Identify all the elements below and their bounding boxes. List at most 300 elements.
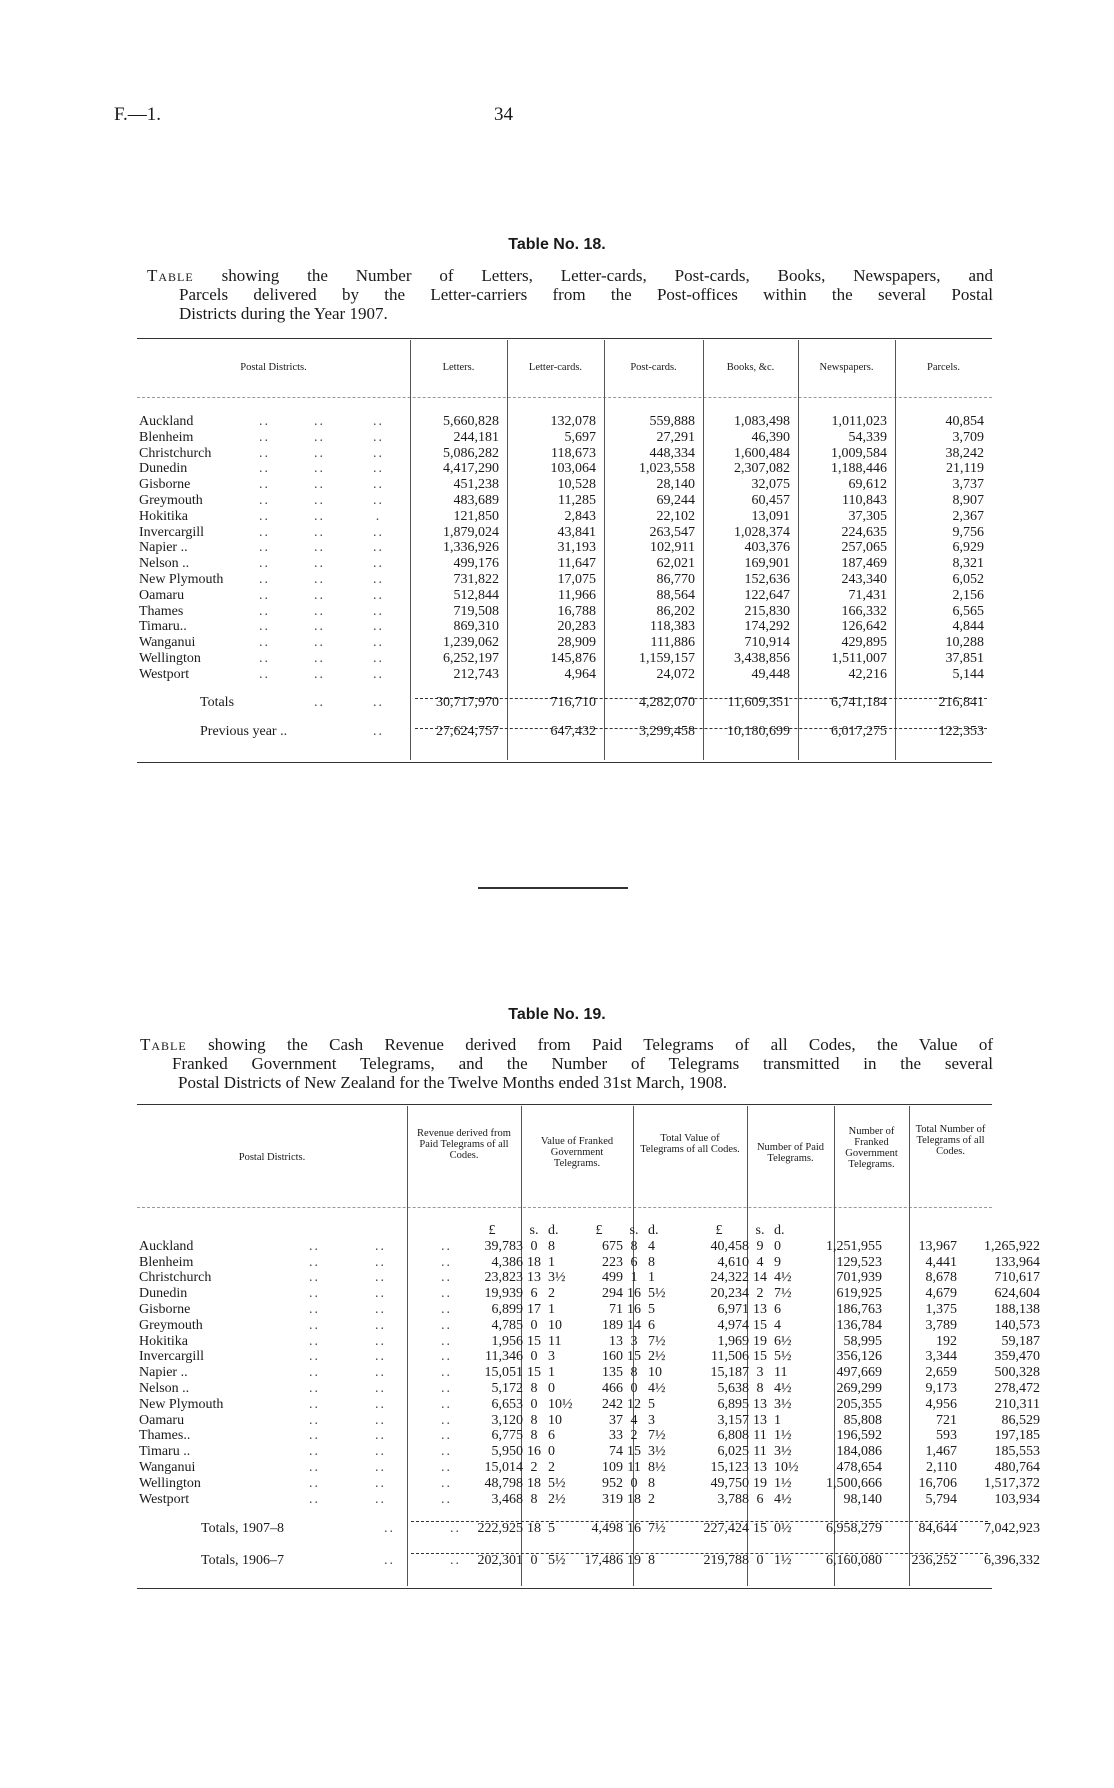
cell-value: 3,157 — [717, 1412, 750, 1428]
cell-value: 1,969 — [717, 1333, 750, 1349]
table-row — [137, 1492, 1048, 1508]
cell-value: 30,717,970 — [436, 694, 499, 710]
district-name: Oamaru — [139, 1412, 185, 1428]
cell-value: 1,511,007 — [831, 650, 887, 666]
leader-dots: .. — [259, 429, 270, 445]
cell-value: 11,506 — [711, 1349, 750, 1365]
cell-value: 86,202 — [656, 603, 695, 619]
cell-value: 10 — [648, 1365, 663, 1381]
cell-value: 11 — [548, 1333, 562, 1349]
cell-value: 2 — [630, 1428, 638, 1444]
cell-value: 32,075 — [751, 477, 790, 493]
leader-dots: .. — [373, 724, 384, 740]
leader-dots: .. — [314, 461, 325, 477]
leader-dots: .. — [373, 461, 384, 477]
leader-dots: .. — [373, 429, 384, 445]
table-row — [137, 1365, 1048, 1381]
cell-value: 4 — [774, 1317, 782, 1333]
cell-value: 4½ — [774, 1491, 792, 1507]
cell-value: 1,028,374 — [734, 524, 790, 540]
table-row — [137, 1286, 1048, 1302]
cell-value: 4,441 — [925, 1254, 958, 1270]
cell-value: 4,964 — [564, 666, 596, 682]
cell-value: 19 — [627, 1553, 642, 1569]
cell-value: 1,265,922 — [984, 1238, 1041, 1254]
page-number: 34 — [494, 104, 513, 125]
cell-value: 5½ — [548, 1475, 566, 1491]
cell-value: 216,841 — [938, 694, 984, 710]
table-row — [137, 493, 992, 509]
cell-value: 512,844 — [453, 587, 499, 603]
cell-value: 10 — [548, 1412, 563, 1428]
row-label: Totals, 1907–8 — [201, 1521, 285, 1537]
cell-value: 647,432 — [550, 724, 596, 740]
cell-value: 429,895 — [841, 635, 887, 651]
cell-value: 3,709 — [952, 429, 984, 445]
cell-value: 4½ — [774, 1270, 792, 1286]
leader-dots: .. — [259, 603, 270, 619]
cell-value: 10½ — [774, 1459, 799, 1475]
leader-dots: .. — [259, 587, 270, 603]
table-row — [137, 525, 992, 541]
cell-value: 5 — [548, 1521, 556, 1537]
totals-row — [137, 683, 992, 711]
cell-value: 263,547 — [649, 524, 695, 540]
cell-value: 5,144 — [952, 666, 984, 682]
cell-value: 205,355 — [836, 1396, 883, 1412]
leader-dots: .. — [259, 571, 270, 587]
leader-dots: .. — [259, 508, 270, 524]
cell-value: 227,424 — [703, 1521, 750, 1537]
cell-value: 11 — [627, 1459, 641, 1475]
cell-value: 2½ — [648, 1349, 666, 1365]
cell-value: 17,486 — [584, 1553, 624, 1569]
cell-value: 12 — [627, 1396, 642, 1412]
cell-value: 15,014 — [484, 1459, 524, 1475]
row-label: Totals, 1906–7 — [201, 1553, 285, 1569]
column-header: Total Number of Telegrams of all Codes. — [915, 1124, 986, 1157]
cell-value: 1,011,023 — [831, 414, 887, 429]
cell-value: 499,176 — [453, 556, 499, 572]
leader-dots: .. .. .. — [309, 1254, 453, 1270]
cell-value: 483,689 — [453, 492, 499, 508]
cell-value: 0 — [756, 1553, 764, 1569]
table-row — [137, 1428, 1048, 1444]
table-row — [137, 1334, 1048, 1350]
leader-dots: .. — [314, 508, 325, 524]
cell-value: 189 — [602, 1317, 624, 1333]
cell-value: 278,472 — [994, 1380, 1041, 1396]
cell-value: 145,876 — [550, 650, 596, 666]
cell-value: 5 — [648, 1301, 656, 1317]
cell-value: 103,064 — [550, 461, 596, 477]
table19 — [137, 1223, 1048, 1569]
caption-line: showing the Cash Revenue derived from Paid Telegrams of all Codes, the Value of — [208, 1035, 993, 1054]
cell-value: 6,775 — [491, 1428, 524, 1444]
district-name: Oamaru — [139, 587, 185, 603]
cell-value: 4,610 — [717, 1254, 750, 1270]
row-label: Previous year .. — [200, 724, 288, 740]
cell-value: 219,788 — [703, 1553, 750, 1569]
cell-value: 132,078 — [550, 414, 596, 429]
cell-value: 2 — [530, 1459, 538, 1475]
cell-value: 1,336,926 — [443, 540, 499, 556]
cell-value: 466 — [602, 1380, 624, 1396]
cell-value: 15 — [753, 1317, 768, 1333]
cell-value: 10 — [548, 1317, 563, 1333]
cell-value: 54,339 — [848, 429, 887, 445]
cell-value: 10½ — [548, 1396, 573, 1412]
cell-value: 319 — [602, 1491, 624, 1507]
leader-dots: .. .. .. — [309, 1365, 453, 1381]
cell-value: 6,895 — [717, 1396, 750, 1412]
leader-dots: .. .. .. — [309, 1428, 453, 1444]
cell-value: 6 — [548, 1428, 556, 1444]
cell-value: 3½ — [648, 1444, 666, 1460]
cell-value: 13,091 — [751, 508, 790, 524]
cell-value: 166,332 — [841, 603, 887, 619]
cell-value: 18 — [527, 1254, 542, 1270]
cell-value: 3 — [548, 1349, 556, 1365]
cell-value: 15 — [527, 1365, 542, 1381]
cell-value: 223 — [602, 1254, 624, 1270]
leader-dots: .. — [259, 445, 270, 461]
cell-value: 42,216 — [848, 666, 887, 682]
cell-value: 140,573 — [994, 1317, 1041, 1333]
cell-value: 8 — [756, 1380, 764, 1396]
leader-dots: .. — [314, 650, 325, 666]
district-name: Dunedin — [139, 1286, 188, 1302]
table-row — [137, 604, 992, 620]
table19-title: Table No. 19. — [508, 1006, 606, 1023]
cell-value: 1,600,484 — [734, 445, 790, 461]
leader-dots: .. — [259, 556, 270, 572]
cell-value: 497,669 — [836, 1365, 883, 1381]
cell-value: 19 — [753, 1475, 768, 1491]
cell-value: 448,334 — [649, 445, 695, 461]
cell-value: 480,764 — [994, 1459, 1041, 1475]
cell-value: 1,239,062 — [443, 635, 499, 651]
leader-dots: .. .. .. — [309, 1286, 453, 1302]
cell-value: 6 — [774, 1301, 782, 1317]
spacer — [137, 1223, 284, 1239]
leader-dots: .. — [314, 587, 325, 603]
cell-value: 46,390 — [751, 429, 790, 445]
cell-value: 39,783 — [484, 1238, 524, 1254]
table-row — [137, 509, 992, 525]
cell-value: 74 — [609, 1444, 624, 1460]
cell-value: 1½ — [774, 1428, 792, 1444]
cell-value: 4,679 — [925, 1286, 958, 1302]
cell-value: 1 — [774, 1412, 782, 1428]
district-name: Blenheim — [139, 429, 194, 445]
cell-value: 624,604 — [994, 1286, 1041, 1302]
leader-dots: .. .. .. — [309, 1396, 453, 1412]
cell-value: 13 — [753, 1459, 768, 1475]
cell-value: 15 — [753, 1521, 768, 1537]
cell-value: 2,659 — [925, 1365, 958, 1381]
cell-value: 27,624,757 — [436, 724, 499, 740]
cell-value: 0 — [530, 1553, 538, 1569]
table-top-rule — [137, 338, 992, 339]
cell-value: 197,185 — [994, 1428, 1041, 1444]
cell-value: 5½ — [648, 1286, 666, 1302]
cell-value: 186,763 — [836, 1301, 883, 1317]
leader-dots: .. — [373, 694, 384, 710]
cell-value: 1 — [548, 1254, 556, 1270]
cell-value: 8 — [630, 1238, 638, 1254]
cell-value: 8 — [648, 1254, 656, 1270]
cell-value: 0 — [530, 1238, 538, 1254]
cell-value: 133,964 — [994, 1254, 1041, 1270]
cell-value: 33 — [609, 1428, 624, 1444]
district-name: Westport — [139, 1491, 190, 1507]
leader-dots: .. — [373, 414, 384, 429]
cell-value: 359,470 — [994, 1349, 1041, 1365]
cell-value: 6 — [530, 1286, 538, 1302]
cell-value: 28,909 — [557, 635, 596, 651]
cell-value: 4,844 — [952, 619, 984, 635]
district-name: Auckland — [139, 414, 194, 429]
column-header: Post-cards. — [630, 362, 677, 373]
cell-value: 3 — [756, 1365, 764, 1381]
header-rule — [137, 397, 992, 398]
cell-value: 102,911 — [650, 540, 695, 556]
table-row — [137, 667, 992, 683]
previous-row — [137, 1537, 1048, 1569]
cell-value: 731,822 — [453, 571, 499, 587]
caption-line: Districts during the Year 1907. — [179, 304, 388, 323]
caption-line: Postal Districts of New Zealand for the Twelve Months ended 31st March, 1908. — [178, 1073, 727, 1092]
cell-value: 243,340 — [841, 571, 887, 587]
table-bottom-rule — [137, 762, 992, 763]
leader-dots: .. .. .. — [309, 1475, 453, 1491]
cell-value: 118,383 — [650, 619, 695, 635]
leader-dots: . — [375, 508, 382, 524]
cell-value: 192 — [936, 1333, 958, 1349]
cell-value: 6,017,275 — [831, 724, 887, 740]
cell-value: 242 — [602, 1396, 624, 1412]
cell-value: 19,939 — [484, 1286, 524, 1302]
cell-value: 59,187 — [1001, 1333, 1041, 1349]
leader-dots: .. .. .. — [309, 1333, 453, 1349]
cell-value: 98,140 — [843, 1491, 883, 1507]
cell-value: 4½ — [774, 1380, 792, 1396]
cell-value: 14 — [753, 1270, 768, 1286]
cell-value: 1,375 — [925, 1301, 958, 1317]
column-header: Number of Paid Telegrams. — [756, 1142, 825, 1164]
leader-dots: .. — [373, 540, 384, 556]
cell-value: 499 — [602, 1270, 624, 1286]
cell-value: 15,123 — [710, 1459, 750, 1475]
cell-value: 10,528 — [557, 477, 596, 493]
leader-dots: .. — [373, 492, 384, 508]
cell-value: 31,193 — [557, 540, 596, 556]
cell-value: 4 — [648, 1238, 656, 1254]
pence-unit: d. — [774, 1223, 785, 1238]
cell-value: 85,808 — [843, 1412, 883, 1428]
leader-dots: .. — [314, 635, 325, 651]
column-header: Letter-cards. — [528, 362, 583, 373]
cell-value: 11 — [753, 1428, 767, 1444]
district-name: Gisborne — [139, 477, 191, 493]
cell-value: 2 — [548, 1286, 556, 1302]
cell-value: 8 — [530, 1491, 538, 1507]
cell-value: 3,737 — [952, 477, 984, 493]
leader-dots: .. — [373, 477, 384, 493]
cell-value: 6,971 — [717, 1301, 750, 1317]
cell-value: 86,770 — [656, 571, 695, 587]
caption-lead: Table — [140, 1035, 187, 1054]
cell-value: 17 — [527, 1301, 542, 1317]
cell-value: 0 — [530, 1349, 538, 1365]
cell-value: 8 — [530, 1380, 538, 1396]
cell-value: 6,653 — [491, 1396, 524, 1412]
cell-value: 7½ — [648, 1333, 666, 1349]
leader-dots: .. — [314, 429, 325, 445]
cell-value: 6,160,080 — [826, 1553, 883, 1569]
leader-dots: .. — [259, 414, 270, 429]
cell-value: 118,673 — [551, 445, 596, 461]
cell-value: 9 — [774, 1254, 782, 1270]
leader-dots: .. .. .. — [309, 1317, 453, 1333]
leader-dots: .. — [314, 571, 325, 587]
cell-value: 86,529 — [1001, 1412, 1041, 1428]
leader-dots: .. — [259, 666, 270, 682]
cell-value: 4 — [630, 1412, 638, 1428]
leader-dots: .. .. .. — [309, 1380, 453, 1396]
cell-value: 24,322 — [710, 1270, 750, 1286]
cell-value: 9,756 — [952, 524, 984, 540]
district-name: Christchurch — [139, 445, 212, 461]
table-top-rule — [137, 1104, 992, 1105]
cell-value: 1,500,666 — [826, 1475, 883, 1491]
cell-value: 71,431 — [848, 587, 887, 603]
cell-value: 15 — [627, 1444, 642, 1460]
cell-value: 500,328 — [994, 1365, 1041, 1381]
cell-value: 16 — [627, 1521, 642, 1537]
cell-value: 4 — [756, 1254, 764, 1270]
cell-value: 1,023,558 — [639, 461, 695, 477]
cell-value: 20,234 — [710, 1286, 750, 1302]
cell-value: 15,051 — [484, 1365, 524, 1381]
cell-value: 4,417,290 — [443, 461, 499, 477]
cell-value: 109 — [602, 1459, 624, 1475]
cell-value: 13 — [753, 1412, 768, 1428]
cell-value: 15 — [627, 1349, 642, 1365]
cell-value: 8,907 — [952, 492, 984, 508]
district-name: Nelson .. — [139, 1380, 190, 1396]
cell-value: 1 — [648, 1270, 656, 1286]
leader-dots: .. — [373, 619, 384, 635]
leader-dots: .. — [314, 540, 325, 556]
leader-dots: .. — [314, 603, 325, 619]
leader-dots: .. — [314, 524, 325, 540]
district-name: Blenheim — [139, 1254, 194, 1270]
cell-value: 716,710 — [550, 694, 596, 710]
cell-value: 1 — [548, 1301, 556, 1317]
district-name: New Plymouth — [139, 1396, 224, 1412]
pound-unit: £ — [488, 1223, 496, 1238]
cell-value: 224,635 — [841, 524, 887, 540]
cell-value: 719,508 — [453, 603, 499, 619]
cell-value: 2,156 — [952, 587, 984, 603]
leader-dots: .. — [259, 477, 270, 493]
column-header: Books, &c. — [726, 362, 775, 373]
cell-value: 1,159,157 — [639, 650, 695, 666]
cell-value: 43,841 — [557, 524, 596, 540]
cell-value: 11,346 — [485, 1349, 524, 1365]
column-header: Postal Districts. — [240, 362, 307, 373]
cell-value: 0 — [548, 1444, 556, 1460]
table-row — [137, 1397, 1048, 1413]
cell-value: 701,939 — [836, 1270, 883, 1286]
cell-value: 8 — [548, 1238, 556, 1254]
cell-value: 4½ — [648, 1380, 666, 1396]
cell-value: 710,617 — [994, 1270, 1041, 1286]
totals-row — [137, 1507, 1048, 1537]
cell-value: 294 — [602, 1286, 624, 1302]
table18-title: Table No. 18. — [508, 236, 606, 253]
cell-value: 2,367 — [952, 508, 984, 524]
cell-value: 5,697 — [564, 429, 596, 445]
cell-value: 952 — [602, 1475, 624, 1491]
district-name: Christchurch — [139, 1270, 212, 1286]
district-name: Auckland — [139, 1238, 194, 1254]
cell-value: 13 — [609, 1333, 624, 1349]
cell-value: 7,042,923 — [984, 1521, 1041, 1537]
cell-value: 1½ — [774, 1553, 792, 1569]
table-row — [137, 1476, 1048, 1492]
cell-value: 1½ — [774, 1475, 792, 1491]
leader-dots: .. — [314, 445, 325, 461]
leader-dots — [292, 710, 347, 740]
cell-value: 49,448 — [751, 666, 790, 682]
cell-value: 58,995 — [843, 1333, 883, 1349]
cell-value: 13 — [753, 1301, 768, 1317]
cell-value: 7½ — [648, 1428, 666, 1444]
cell-value: 48,798 — [484, 1475, 524, 1491]
cell-value: 212,743 — [453, 666, 499, 682]
column-header: Value of Franked Government Telegrams. — [540, 1136, 614, 1169]
leader-dots: .. — [314, 694, 325, 710]
cell-value: 169,901 — [744, 556, 790, 572]
cell-value: 122,647 — [744, 587, 790, 603]
table-row — [137, 540, 992, 556]
table-row — [137, 588, 992, 604]
district-name: Wellington — [139, 650, 201, 666]
cell-value: 15,187 — [710, 1365, 750, 1381]
leader-dots: .. — [373, 603, 384, 619]
leader-dots: .. .. — [384, 1553, 462, 1569]
table-row — [137, 1255, 1048, 1271]
cell-value: 3,468 — [491, 1491, 524, 1507]
cell-value: 222,925 — [477, 1521, 524, 1537]
cell-value: 121,850 — [453, 508, 499, 524]
caption-line: Parcels delivered by the Letter-carriers from the Post-offices within the several Postal — [179, 285, 993, 304]
cell-value: 174,292 — [744, 619, 790, 635]
cell-value: 5,794 — [925, 1491, 958, 1507]
leader-dots: .. — [314, 666, 325, 682]
district-name: Hokitika — [139, 508, 188, 524]
pound-unit: £ — [715, 1223, 723, 1238]
column-header: Letters. — [442, 362, 475, 373]
table-row — [137, 572, 992, 588]
cell-value: 185,553 — [994, 1444, 1041, 1460]
district-name: Invercargill — [139, 524, 205, 540]
table19-caption — [140, 1035, 993, 1092]
table-row — [137, 430, 992, 446]
